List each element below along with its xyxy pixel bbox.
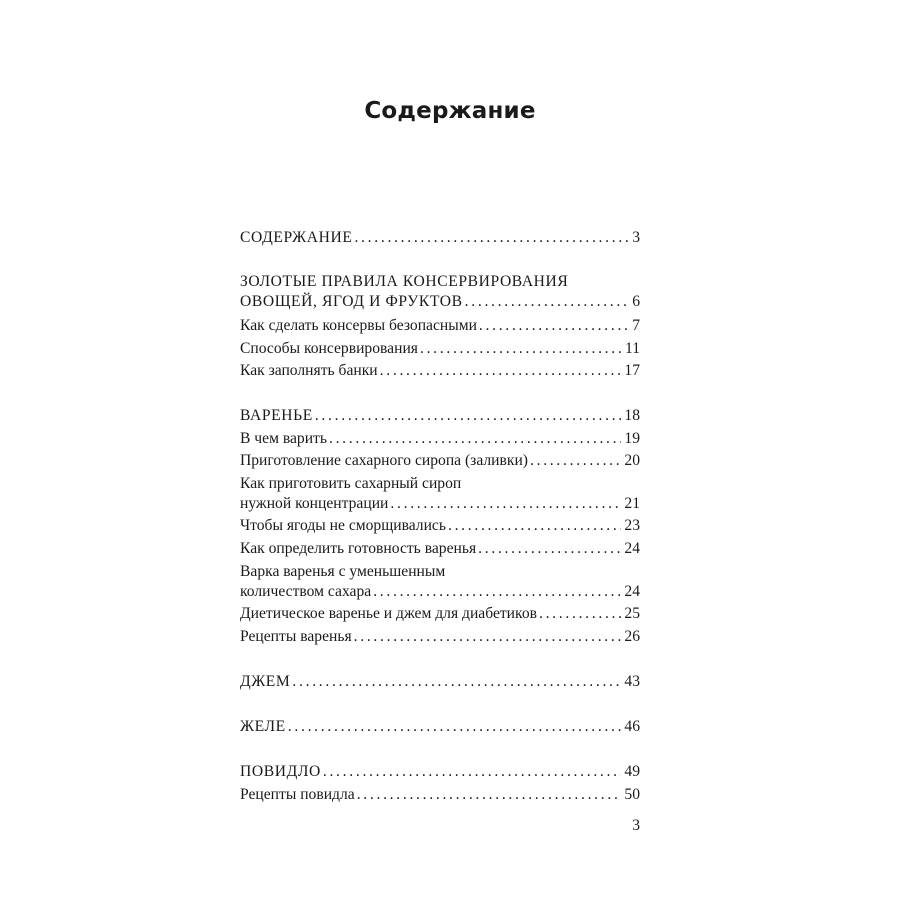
- toc-entry: [240, 627, 640, 647]
- toc-entry-title: Диетическое варенье и джем для диабетиков: [240, 605, 537, 622]
- toc-entry-title: Как определить готовность варенья: [240, 540, 477, 557]
- dot-leader: [380, 361, 622, 381]
- toc-entry-title: Рецепты повидла: [240, 786, 355, 803]
- dot-leader: [315, 406, 622, 426]
- toc-entry-page: 6: [632, 293, 640, 310]
- toc-entry-page: 17: [624, 362, 640, 379]
- toc-entry-page: 24: [624, 583, 640, 600]
- toc-entry: [240, 451, 640, 471]
- page-number: 3: [632, 817, 640, 834]
- dot-leader: [292, 672, 621, 692]
- dot-leader: [465, 292, 630, 312]
- toc-entry-title: ВАРЕНЬЕ: [240, 407, 313, 424]
- toc-entry: [240, 717, 640, 737]
- toc-entry-page: 24: [624, 540, 640, 557]
- toc-entry: [240, 474, 640, 514]
- dot-leader: [357, 785, 622, 805]
- dot-leader: [373, 582, 621, 602]
- page-title: Содержание: [364, 98, 536, 124]
- toc-entry-page: 20: [624, 452, 640, 469]
- toc-entry: [240, 539, 640, 559]
- toc-entry-page: 50: [624, 786, 640, 803]
- toc-entry: [240, 406, 640, 426]
- dot-leader: [354, 228, 629, 248]
- toc-entry: [240, 762, 640, 782]
- toc-entry-title-line1: Как приготовить сахарный сироп: [240, 475, 462, 492]
- toc-entry-title: Рецепты варенья: [240, 628, 352, 645]
- toc-entry-title: Приготовление сахарного сиропа (заливки): [240, 452, 529, 469]
- toc-entry-title: ОВОЩЕЙ, ЯГОД И ФРУКТОВ: [240, 293, 463, 310]
- dot-leader: [530, 451, 621, 471]
- dot-leader: [479, 316, 629, 336]
- toc-entry-title: Чтобы ягоды не сморщивались: [240, 517, 446, 534]
- dot-leader: [329, 429, 621, 449]
- toc-entry: [240, 604, 640, 624]
- dot-leader: [420, 339, 622, 359]
- toc-entry-page: 23: [624, 517, 640, 534]
- toc-entry-title: Как заполнять банки: [240, 362, 378, 379]
- toc-entry: [240, 429, 640, 449]
- toc-entry: [240, 562, 640, 602]
- toc-entry-page: 21: [624, 495, 640, 512]
- dot-leader: [354, 627, 622, 647]
- toc-entry-page: 7: [632, 317, 640, 334]
- toc-entry: [240, 339, 640, 359]
- toc-entry-page: 49: [624, 763, 640, 780]
- toc-entry-page: 46: [624, 718, 640, 735]
- toc-entry-title: В чем варить: [240, 430, 327, 447]
- toc-entry-page: 3: [632, 229, 640, 246]
- toc-entry-title-line1: ЗОЛОТЫЕ ПРАВИЛА КОНСЕРВИРОВАНИЯ: [240, 273, 569, 290]
- toc-entry-page: 25: [624, 605, 640, 622]
- toc-entry-title: количеством сахара: [240, 583, 372, 600]
- toc-entry-page: 19: [624, 430, 640, 447]
- dot-leader: [539, 604, 621, 624]
- toc-entry-title: Способы консервирования: [240, 340, 418, 357]
- toc-entry: [240, 228, 640, 248]
- toc-entry: [240, 672, 640, 692]
- dot-leader: [478, 539, 621, 559]
- toc-entry-title: ДЖЕМ: [240, 673, 291, 690]
- toc-entry-title: нужной концентрации: [240, 495, 389, 512]
- toc-entry-title: Как сделать консервы безопасными: [240, 317, 477, 334]
- toc-entry-title: СОДЕРЖАНИЕ: [240, 229, 353, 246]
- toc-entry: [240, 361, 640, 381]
- dot-leader: [448, 516, 621, 536]
- toc-entry: [240, 316, 640, 336]
- toc-entry-title: ЖЕЛЕ: [240, 718, 286, 735]
- dot-leader: [390, 494, 621, 514]
- toc-entry-title: ПОВИДЛО: [240, 763, 321, 780]
- dot-leader: [323, 762, 622, 782]
- toc-entry: [240, 272, 640, 312]
- toc-entry-title-line1: Варка варенья с уменьшенным: [240, 563, 446, 580]
- toc-entry-page: 43: [624, 673, 640, 690]
- toc-entry-page: 26: [624, 628, 640, 645]
- toc-entry-page: 18: [624, 407, 640, 424]
- toc-entry: [240, 516, 640, 536]
- toc-entry-page: 11: [624, 340, 640, 357]
- dot-leader: [288, 717, 622, 737]
- toc-entry: [240, 785, 640, 805]
